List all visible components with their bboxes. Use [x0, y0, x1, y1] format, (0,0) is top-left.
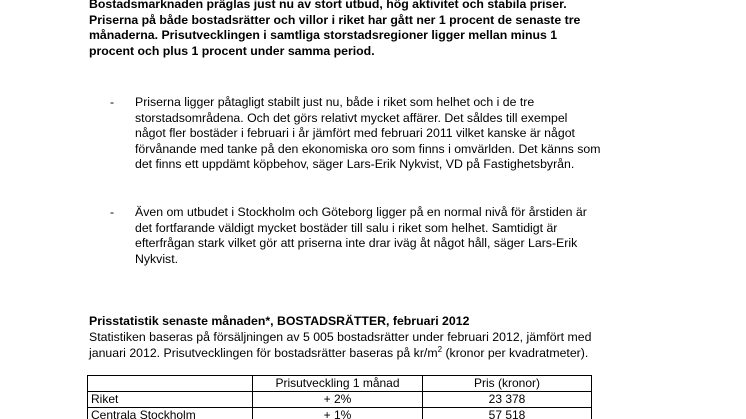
table-row [88, 392, 592, 408]
bullet-quote-1 [110, 95, 670, 173]
table-cell-region: Riket [88, 392, 253, 408]
section-desc-line: Statistiken baseras på försäljningen av 5 005 bostadsrätter under februari 2012, jämfört med [89, 330, 592, 344]
bullet-line: det finns ett uppdämt köpbehov, säger Lars-Erik Nykvist, VD på Fastighetsbyrån. [135, 157, 575, 172]
table-cell-price: 23 378 [423, 392, 592, 408]
bullet-line: förvånande med tanke på den ekonomiska oro som finns i omvärlden. Det känns som [135, 141, 601, 156]
bullet-line: Priserna ligger påtagligt stabilt just nu, både i riket som helhet och i de tre [135, 95, 535, 109]
bullet-line: efterfrågan stark vilket gör att priserna inte drar iväg åt något håll, säger Lars-Erik [135, 236, 578, 251]
table-header-cell: Pris (kronor) [423, 376, 592, 392]
intro-line: Bostadsmarknaden präglas just nu av stort utbud, hög aktivitet och stabila priser. [89, 0, 567, 11]
intro-line: procent och plus 1 procent under samma period. [89, 43, 375, 58]
bullet-line: Även om utbudet i Stockholm och Göteborg ligger på en normal nivå för årstiden är [135, 205, 587, 219]
section-desc-line [89, 346, 679, 362]
intro-line: Priserna på både bostadsrätter och villor i riket har gått ner 1 procent de senaste tre [89, 12, 581, 27]
bullet-text [135, 95, 670, 173]
table-row [88, 408, 592, 419]
table-cell-region: Centrala Stockholm [88, 408, 253, 419]
table-header-row [88, 376, 592, 392]
section-desc-text: januari 2012. Prisutvecklingen för bostadsrätter baseras på kr/m [89, 345, 438, 360]
intro-line: månaderna. Prisutvecklingen i samtliga storstadsregioner ligger mellan minus 1 [89, 28, 558, 43]
bullet-line: storstadsområdena. Och det görs relativt mycket affärer. Det såldes till exempel [135, 110, 568, 125]
table-header-cell: Prisutveckling 1 månad [253, 376, 423, 392]
bullet-dash: - [110, 95, 115, 109]
bullet-line: det fortfarande väldigt mycket bostäder till salu i riket som helhet. Samtidigt är [135, 220, 558, 235]
section-desc-text-end: (kronor per kvadratmeter). [442, 345, 589, 360]
bullet-line: Nykvist. [135, 251, 179, 266]
price-statistics-table [87, 375, 592, 419]
table-cell-price: 57 518 [423, 408, 592, 419]
bullet-dash: - [110, 205, 115, 219]
section-title: Prisstatistik senaste månaden*, BOSTADSRÄTTER, februari 2012 [89, 314, 470, 328]
bullet-line: något fler bostäder i februari i år jämfört med februari 2011 vilket kanske är något [135, 126, 575, 141]
table-header-cell [88, 376, 253, 392]
bullet-text [135, 205, 670, 267]
bullet-quote-2 [110, 205, 670, 267]
section-description [89, 330, 679, 361]
intro-paragraph [89, 0, 649, 59]
superscript: 2 [437, 344, 443, 354]
table-cell-change: + 2% [253, 392, 423, 408]
table-cell-change: + 1% [253, 408, 423, 419]
